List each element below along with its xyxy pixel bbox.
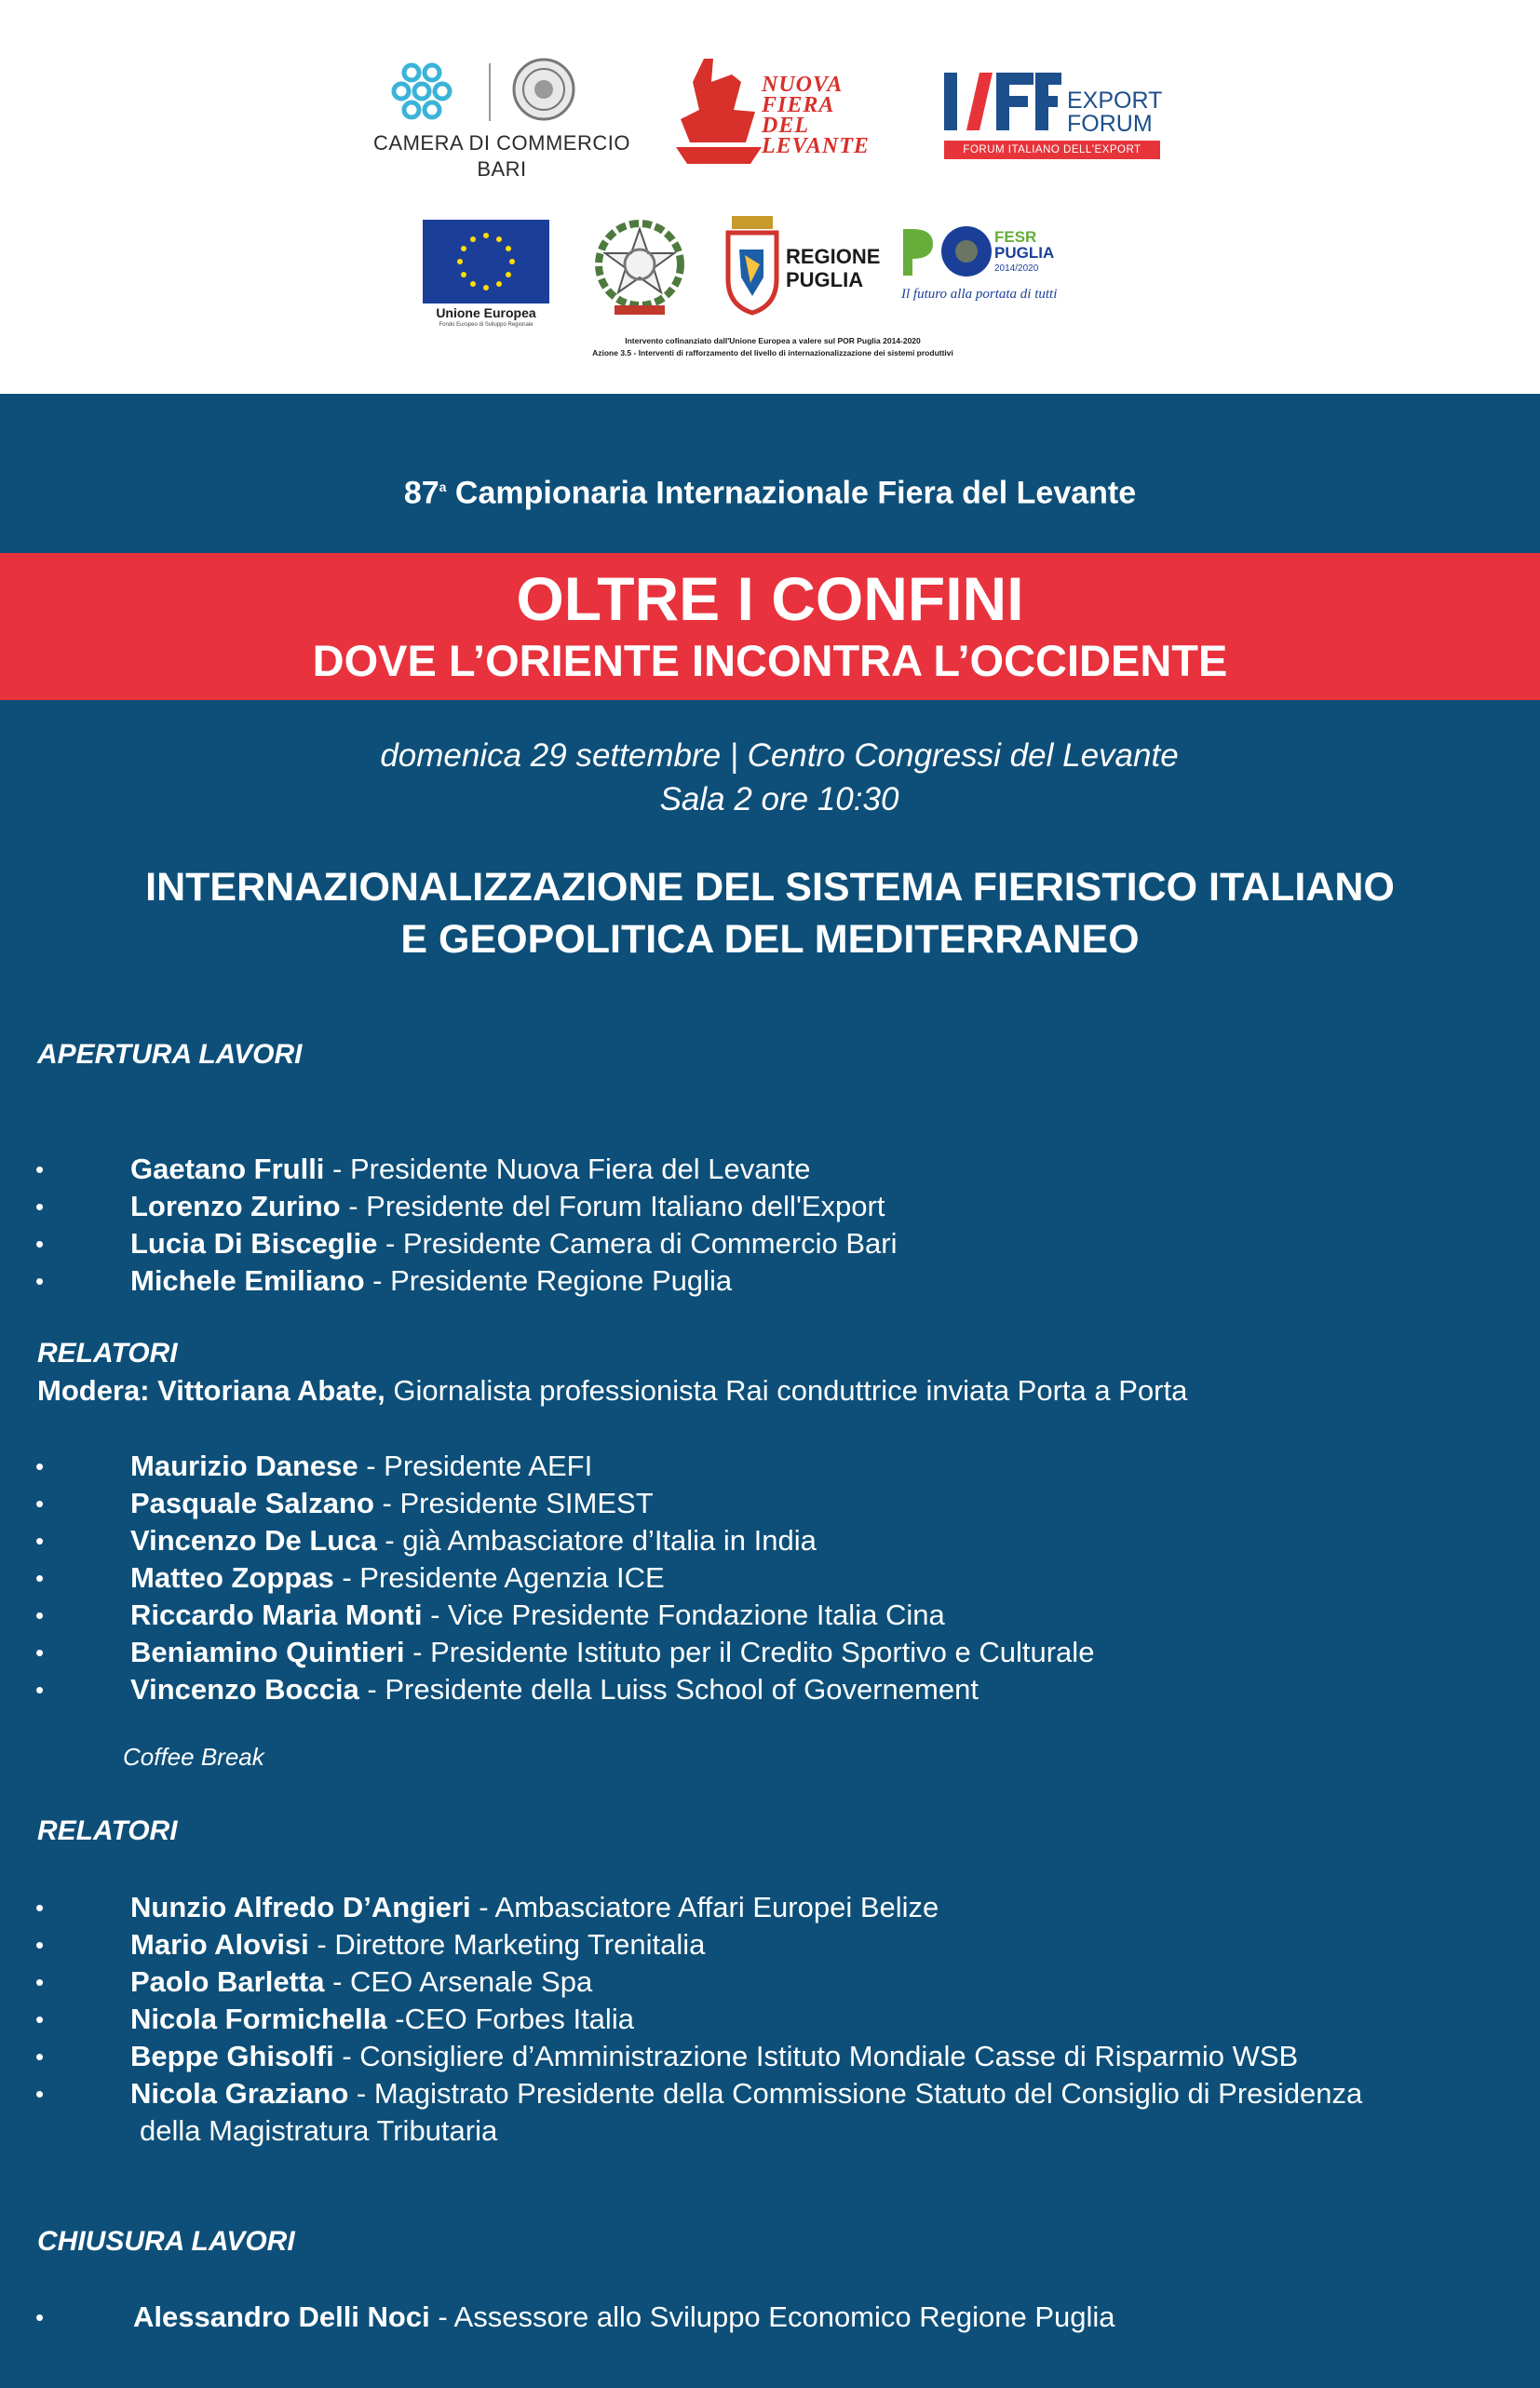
bullet-icon: • <box>35 1601 45 1629</box>
camera-commercio-city: BARI <box>477 157 527 181</box>
moderator-name: Modera: Vittoriana Abate, <box>37 1374 385 1407</box>
speaker-name: Nicola Graziano <box>130 2077 349 2110</box>
fesr-word: FESR <box>994 228 1037 246</box>
speaker-role: - Presidente Regione Puglia <box>364 1264 733 1297</box>
edition-text: Campionaria Internazionale Fiera del Levante <box>446 475 1137 511</box>
topic-line1: INTERNAZIONALIZZAZIONE DEL SISTEMA FIERISTICO ITALIANO <box>145 865 1395 910</box>
conference-topic <box>0 861 1540 965</box>
bullet-icon: • <box>35 1931 45 1959</box>
speaker-name: Beppe Ghisolfi <box>130 2040 334 2072</box>
relatori2-section-title: RELATORI <box>37 1815 178 1846</box>
unione-europea-logo <box>421 216 551 326</box>
date-venue-line: domenica 29 settembre | Centro Congressi del Levante <box>380 737 1179 774</box>
bullet-icon: • <box>35 1564 45 1592</box>
speaker-role: - Presidente della Luiss School of Governement <box>358 1673 979 1706</box>
apertura-list <box>0 1151 1540 1300</box>
fesr-puglia-word: PUGLIA <box>994 244 1055 262</box>
edition-ordinal: a <box>439 479 447 494</box>
speaker-role: - già Ambasciatore d’Italia in India <box>376 1524 817 1557</box>
speaker-role: - Presidente AEFI <box>358 1450 593 1482</box>
regione-word: REGIONE <box>786 245 881 268</box>
speaker-name: Nunzio Alfredo D’Angieri <box>130 1891 471 1923</box>
eu-flag-icon <box>423 220 549 304</box>
ief-export-forum-logo <box>939 65 1167 168</box>
list-item <box>0 1225 1540 1262</box>
list-item <box>0 1597 1540 1634</box>
speaker-role: - Presidente Agenzia ICE <box>333 1561 665 1594</box>
speaker-name: Riccardo Maria Monti <box>130 1599 423 1631</box>
list-item <box>0 1634 1540 1671</box>
nuova-fiera-line2: FIERA <box>762 93 835 117</box>
camera-commercio-emblem-icon <box>367 58 637 128</box>
speaker-name: Alessandro Delli Noci <box>133 2300 430 2333</box>
list-item <box>0 1485 1540 1522</box>
bullet-icon: • <box>35 1968 45 1996</box>
main-subtitle: DOVE L’ORIENTE INCONTRA L’OCCIDENTE <box>312 636 1228 685</box>
moderator-line <box>37 1372 1187 1410</box>
list-item <box>0 2038 1540 2075</box>
list-item-continuation: della Magistratura Tributaria <box>140 2114 498 2147</box>
speaker-name: Lorenzo Zurino <box>130 1190 341 1222</box>
list-item <box>0 1188 1540 1225</box>
speaker-role: - Vice Presidente Fondazione Italia Cina <box>422 1599 945 1631</box>
speaker-role: - CEO Arsenale Spa <box>324 1965 593 1998</box>
puglia-word: PUGLIA <box>786 268 864 291</box>
bullet-icon: • <box>35 1894 45 1922</box>
speaker-role: - Presidente Camera di Commercio Bari <box>377 1227 898 1260</box>
list-item <box>0 1671 1540 1708</box>
bullet-icon: • <box>35 1452 45 1480</box>
speaker-name: Paolo Barletta <box>130 1965 325 1998</box>
speaker-name: Vincenzo De Luca <box>130 1524 377 1557</box>
speaker-role: - Assessore allo Sviluppo Economico Regione Puglia <box>429 2300 1115 2333</box>
nuova-fiera-line1: NUOVA <box>762 73 844 97</box>
ief-forum-word: FORUM <box>1067 111 1153 137</box>
list-item <box>0 1559 1540 1597</box>
fesr-years: 2014/2020 <box>994 263 1039 274</box>
relatori1-list <box>0 1448 1540 1708</box>
speaker-name: Matteo Zoppas <box>130 1561 334 1594</box>
bullet-icon: • <box>35 1267 45 1295</box>
ief-mark-icon <box>939 65 1064 138</box>
list-item <box>0 1889 1540 1926</box>
ief-band: FORUM ITALIANO DELL'EXPORT <box>944 141 1160 159</box>
speaker-role: - Presidente Nuova Fiera del Levante <box>324 1153 811 1185</box>
camera-commercio-name: CAMERA DI COMMERCIO <box>373 131 630 155</box>
speaker-name: Lucia Di Bisceglie <box>130 1227 378 1260</box>
speaker-role: - Direttore Marketing Trenitalia <box>308 1928 706 1961</box>
speaker-name: Vincenzo Boccia <box>130 1673 359 1706</box>
speaker-name: Maurizio Danese <box>130 1450 358 1482</box>
cofinancing-note <box>391 335 1155 359</box>
speaker-role: -CEO Forbes Italia <box>386 2003 634 2035</box>
camera-commercio-bari-logo <box>367 58 637 183</box>
speaker-name: Gaetano Frulli <box>130 1153 325 1185</box>
list-item <box>0 1151 1540 1188</box>
edition-number: 87 <box>403 475 439 511</box>
repubblica-italiana-emblem <box>592 212 687 322</box>
apertura-section-title: APERTURA LAVORI <box>37 1039 303 1070</box>
moderator-role: Giornalista professionista Rai conduttrice inviata Porta a Porta <box>385 1374 1188 1407</box>
speaker-role: - Presidente Istituto per il Credito Sportivo e Culturale <box>404 1636 1095 1668</box>
cofinancing-line1: Intervento cofinanziato dall'Unione Europea a valere sul POR Puglia 2014-2020 <box>625 336 921 345</box>
bullet-icon: • <box>35 1155 45 1183</box>
bullet-icon: • <box>35 2080 45 2108</box>
chiusura-section-title: CHIUSURA LAVORI <box>37 2226 295 2257</box>
speaker-role: - Ambasciatore Affari Europei Belize <box>470 1891 939 1923</box>
relatori2-list <box>0 1889 1540 2150</box>
list-item <box>0 1926 1540 1963</box>
regione-puglia-crest-icon <box>723 212 782 317</box>
edition-title <box>0 467 1540 512</box>
unione-europea-sub: Fondo Europeo di Sviluppo Regionale <box>439 322 534 328</box>
title-band <box>0 553 1540 700</box>
cofinancing-line2: Azione 3.5 - Interventi di rafforzamento del livello di internazionalizzazione dei sistemi produttivi <box>592 348 953 358</box>
ship-icon <box>676 54 764 170</box>
bullet-icon: • <box>35 1676 45 1704</box>
main-title: OLTRE I CONFINI <box>516 564 1024 633</box>
event-date-venue <box>0 734 1540 821</box>
chiusura-list <box>0 2299 1540 2336</box>
relatori-section-title: RELATORI <box>37 1338 178 1369</box>
speaker-name: Michele Emiliano <box>130 1264 365 1297</box>
list-item <box>0 2075 1540 2112</box>
coffee-break-label: Coffee Break <box>123 1743 264 1771</box>
bullet-icon: • <box>35 1193 45 1221</box>
bullet-icon: • <box>35 1490 45 1518</box>
italian-emblem-icon <box>592 212 687 322</box>
list-item <box>0 2299 1540 2336</box>
list-item <box>0 1262 1540 1300</box>
speaker-role: - Consigliere d’Amministrazione Istituto Mondiale Casse di Risparmio WSB <box>333 2040 1299 2072</box>
nuova-fiera-levante-logo <box>676 54 871 170</box>
room-time-line: Sala 2 ore 10:30 <box>659 781 899 817</box>
bullet-icon: • <box>35 2303 45 2331</box>
list-item <box>0 1448 1540 1485</box>
ief-export-word: EXPORT <box>1067 88 1163 114</box>
po-fesr-icon <box>901 223 994 283</box>
topic-line2: E GEOPOLITICA DEL MEDITERRANEO <box>400 917 1140 962</box>
regione-puglia-logo <box>723 212 890 317</box>
unione-europea-label: Unione Europea <box>436 305 536 320</box>
speaker-role: - Magistrato Presidente della Commissione Statuto del Consiglio di Presidenza <box>348 2077 1363 2110</box>
fesr-tagline: Il futuro alla portata di tutti <box>901 287 1058 302</box>
bullet-icon: • <box>35 2005 45 2033</box>
speaker-name: Nicola Formichella <box>130 2003 387 2035</box>
logo-header <box>0 0 1540 394</box>
nuova-fiera-line4: LEVANTE <box>762 134 870 158</box>
nuova-fiera-line3: DEL <box>762 114 809 138</box>
speaker-role: - Presidente del Forum Italiano dell'Export <box>340 1190 885 1222</box>
speaker-name: Mario Alovisi <box>130 1928 309 1961</box>
speaker-name: Beniamino Quintieri <box>130 1636 405 1668</box>
list-item <box>0 1522 1540 1559</box>
speaker-name: Pasquale Salzano <box>130 1487 374 1519</box>
bullet-icon: • <box>35 1230 45 1258</box>
bullet-icon: • <box>35 1639 45 1666</box>
fesr-puglia-logo <box>901 223 1087 312</box>
list-item <box>0 1963 1540 2001</box>
speaker-role: - Presidente SIMEST <box>373 1487 654 1519</box>
bullet-icon: • <box>35 1527 45 1555</box>
list-item <box>0 2001 1540 2038</box>
bullet-icon: • <box>35 2043 45 2071</box>
